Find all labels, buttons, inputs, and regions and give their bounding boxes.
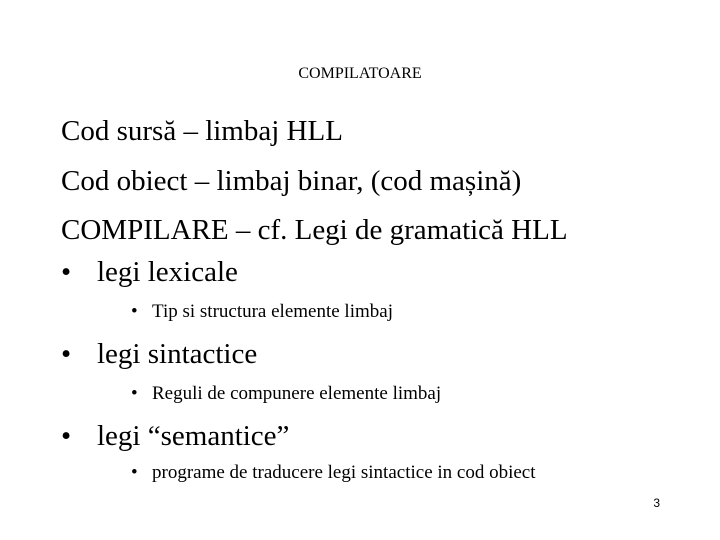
bullet-semantic-laws (61, 419, 289, 453)
bullet-icon: • (61, 338, 72, 370)
bullet-icon: • (61, 420, 72, 452)
line-object-code: Cod obiect – limbaj binar, (cod mașină) (61, 165, 522, 197)
bullet-label: legi sintactice (97, 338, 258, 370)
sub-bullet-label: Tip si structura elemente limbaj (152, 301, 393, 322)
line-source-code: Cod sursă – limbaj HLL (61, 115, 343, 147)
sub-bullet-icon: • (131, 462, 138, 483)
bullet-label: legi lexicale (97, 256, 238, 288)
bullet-lexical-laws (61, 255, 238, 289)
sub-bullet-icon: • (131, 301, 138, 322)
slide-title: COMPILATOARE (298, 65, 422, 82)
bullet-icon: • (61, 256, 72, 288)
line-compilation: COMPILARE – cf. Legi de gramatică HLL (61, 214, 568, 246)
sub-bullet-semantic (131, 462, 536, 484)
sub-bullet-label: Reguli de compunere elemente limbaj (152, 383, 442, 404)
bullet-label: legi “semantice” (97, 420, 290, 452)
sub-bullet-icon: • (131, 383, 138, 404)
slide-page-number: 3 (653, 496, 660, 510)
sub-bullet-lexical (131, 301, 393, 323)
sub-bullet-label: programe de traducere legi sintactice in cod obiect (152, 462, 536, 483)
sub-bullet-syntactic (131, 383, 441, 405)
bullet-syntactic-laws (61, 337, 257, 371)
